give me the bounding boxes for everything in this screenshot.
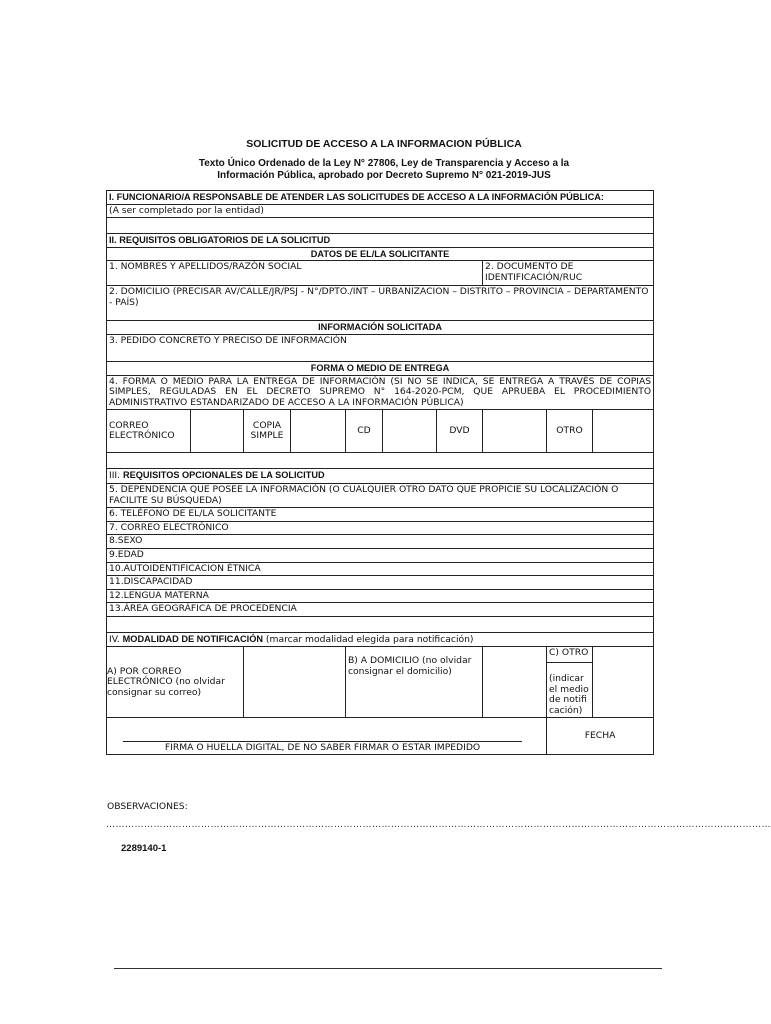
- section4-prefix: IV.: [109, 633, 123, 645]
- option-cd-checkbox[interactable]: [383, 410, 437, 453]
- optional-field-label: 11.DISCAPACIDAD: [109, 576, 193, 588]
- delivery-options-row: [107, 410, 654, 453]
- option-correo-label: CORREO ELECTRÓNICO: [107, 410, 191, 453]
- forma-entrega-header: FORMA O MEDIO DE ENTREGA: [107, 361, 654, 375]
- optional-field-label: 8.SEXO: [109, 535, 143, 547]
- notify-domicilio-text: B) A DOMICILIO (no olvidar consignar el domicilio): [348, 655, 472, 678]
- signature-field[interactable]: [107, 718, 547, 755]
- optional-field-label: 9.EDAD: [109, 548, 144, 560]
- form-title: SOLICITUD DE ACCESO A LA INFORMACION PÚBLICA: [246, 138, 522, 150]
- request-form-table: [106, 190, 654, 755]
- option-otro-label: OTRO: [547, 410, 593, 453]
- spacer-row: [107, 616, 654, 632]
- datos-solicitante-header: DATOS DE EL/LA SOLICITANTE: [107, 247, 654, 261]
- optional-field-telefono[interactable]: [107, 508, 654, 522]
- section4-title-text: MODALIDAD DE NOTIFICACIÓN: [122, 633, 264, 644]
- subtitle-line-2: Información Pública, aprobado por Decreto Supremo N° 021-2019-JUS: [217, 169, 551, 181]
- optional-field-dependencia[interactable]: [107, 483, 654, 507]
- option-dvd-label: DVD: [437, 410, 483, 453]
- notify-domicilio-checkbox[interactable]: [483, 647, 547, 718]
- option-correo-checkbox[interactable]: [191, 410, 244, 453]
- notify-otro-label: C) OTRO: [547, 647, 593, 663]
- option-cd-label: CD: [346, 410, 383, 453]
- optional-field-label: 5. DEPENDENCIA QUE POSEE LA INFORMACIÓN (O CUALQUIER OTRO DATO QUE PROPICIE SU LOCALIZACIÓN O FACILITE SU BÚSQUEDA): [109, 483, 619, 506]
- pedido-label: 3. PEDIDO CONCRETO Y PRECISO DE INFORMACIÓN: [109, 334, 347, 346]
- optional-field-label: 7. CORREO ELECTRÓNICO: [109, 521, 229, 533]
- section1-header-row: [107, 191, 654, 205]
- option-copia-label: COPIA SIMPLE: [244, 410, 291, 453]
- documento-label: 2. DOCUMENTO DE IDENTIFICACIÓN/RUC: [485, 261, 583, 283]
- notify-correo-checkbox[interactable]: [244, 647, 346, 718]
- optional-field-correo[interactable]: [107, 521, 654, 535]
- notify-domicilio-label: [346, 647, 483, 718]
- date-label: FECHA: [584, 730, 616, 742]
- domicilio-label: 2. DOMICILIO (PRECISAR AV/CALLE/JR/PSJ - N°/DPTO./INT – URBANIZACION – DISTRITO – PROVINCIA – DEPARTAMENTO - PAÍS): [109, 286, 649, 308]
- signature-label: FIRMA O HUELLA DIGITAL, DE NO SABER FIRMAR O ESTAR IMPEDIDO: [123, 741, 522, 754]
- option-copia-checkbox[interactable]: [291, 410, 346, 453]
- funcionario-field[interactable]: [107, 218, 654, 234]
- pedido-field[interactable]: [107, 334, 654, 361]
- option-otro-checkbox[interactable]: [593, 410, 654, 453]
- optional-field-label: 10.AUTOIDENTIFICACION ÉTNICA: [109, 562, 261, 574]
- notify-otro-checkbox[interactable]: [593, 647, 654, 718]
- notify-correo-label: A) POR CORREO ELECTRÓNICO (no olvidar consignar su correo): [107, 647, 244, 718]
- spacer-row: [107, 453, 654, 469]
- forma-entrega-description: 4. FORMA O MEDIO PARA LA ENTREGA DE INFORMACIÓN (SI NO SE INDICA, SE ENTREGA A TRAVÉS DE COPIAS SIMPLES, REGULADAS EN EL DECRETO SUPREMO N° 164-2020-PCM, QUE APRUEBA EL PROCEDIMIENTO ADMINISTRATIVO ESTANDARIZADO DE ACCESO A LA INFORMACIÓN PÚBLICA): [107, 375, 654, 410]
- section4-title: [107, 632, 654, 647]
- option-dvd-checkbox[interactable]: [483, 410, 547, 453]
- section2-title: II. REQUISITOS OBLIGATORIOS DE LA SOLICITUD: [107, 234, 654, 248]
- optional-field-label: 6. TELÉFONO DE EL/LA SOLICITANTE: [109, 508, 277, 520]
- optional-field-lengua[interactable]: [107, 589, 654, 603]
- section3-title-text: REQUISITOS OPCIONALES DE LA SOLICITUD: [122, 470, 325, 481]
- optional-field-area[interactable]: [107, 603, 654, 617]
- section4-note: (marcar modalidad elegida para notificación): [263, 633, 474, 645]
- optional-field-discapacidad[interactable]: [107, 576, 654, 590]
- domicilio-field[interactable]: [107, 286, 654, 321]
- nombres-label: 1. NOMBRES Y APELLIDOS/RAZÓN SOCIAL: [109, 261, 302, 273]
- observations-label: OBSERVACIONES:: [107, 801, 188, 812]
- optional-field-sexo[interactable]: [107, 535, 654, 549]
- section1-note: (A ser completado por la entidad): [107, 204, 654, 218]
- documento-field[interactable]: [483, 261, 654, 286]
- notify-otro-note: (indicar el medio de notificación): [547, 663, 593, 718]
- observations-dotted-line[interactable]: …………………………………………………………………………………………………………………………………………………………………………………………: [106, 820, 771, 830]
- optional-field-edad[interactable]: [107, 548, 654, 562]
- optional-field-etnica[interactable]: [107, 562, 654, 576]
- informacion-solicitada-header: INFORMACIÓN SOLICITADA: [107, 321, 654, 335]
- section3-title: [107, 469, 654, 484]
- subtitle-line-1: Texto Único Ordenado de la Ley N° 27806, Ley de Transparencia y Acceso a la: [198, 158, 570, 169]
- date-field[interactable]: [547, 718, 654, 755]
- section1-title: I. FUNCIONARIO/A RESPONSABLE DE ATENDER LAS SOLICITUDES DE ACCESO A LA INFORMACIÓN PÚBLICA:: [107, 191, 654, 205]
- form-subtitle: [0, 158, 768, 181]
- document-code: 2289140-1: [121, 843, 167, 854]
- optional-field-label: 12.LENGUA MATERNA: [109, 589, 209, 601]
- section3-prefix: III.: [109, 470, 123, 482]
- optional-field-label: 13.ÁREA GEOGRÁFICA DE PROCEDENCIA: [109, 603, 297, 615]
- footer-divider: [114, 968, 662, 969]
- nombres-field[interactable]: [107, 261, 483, 286]
